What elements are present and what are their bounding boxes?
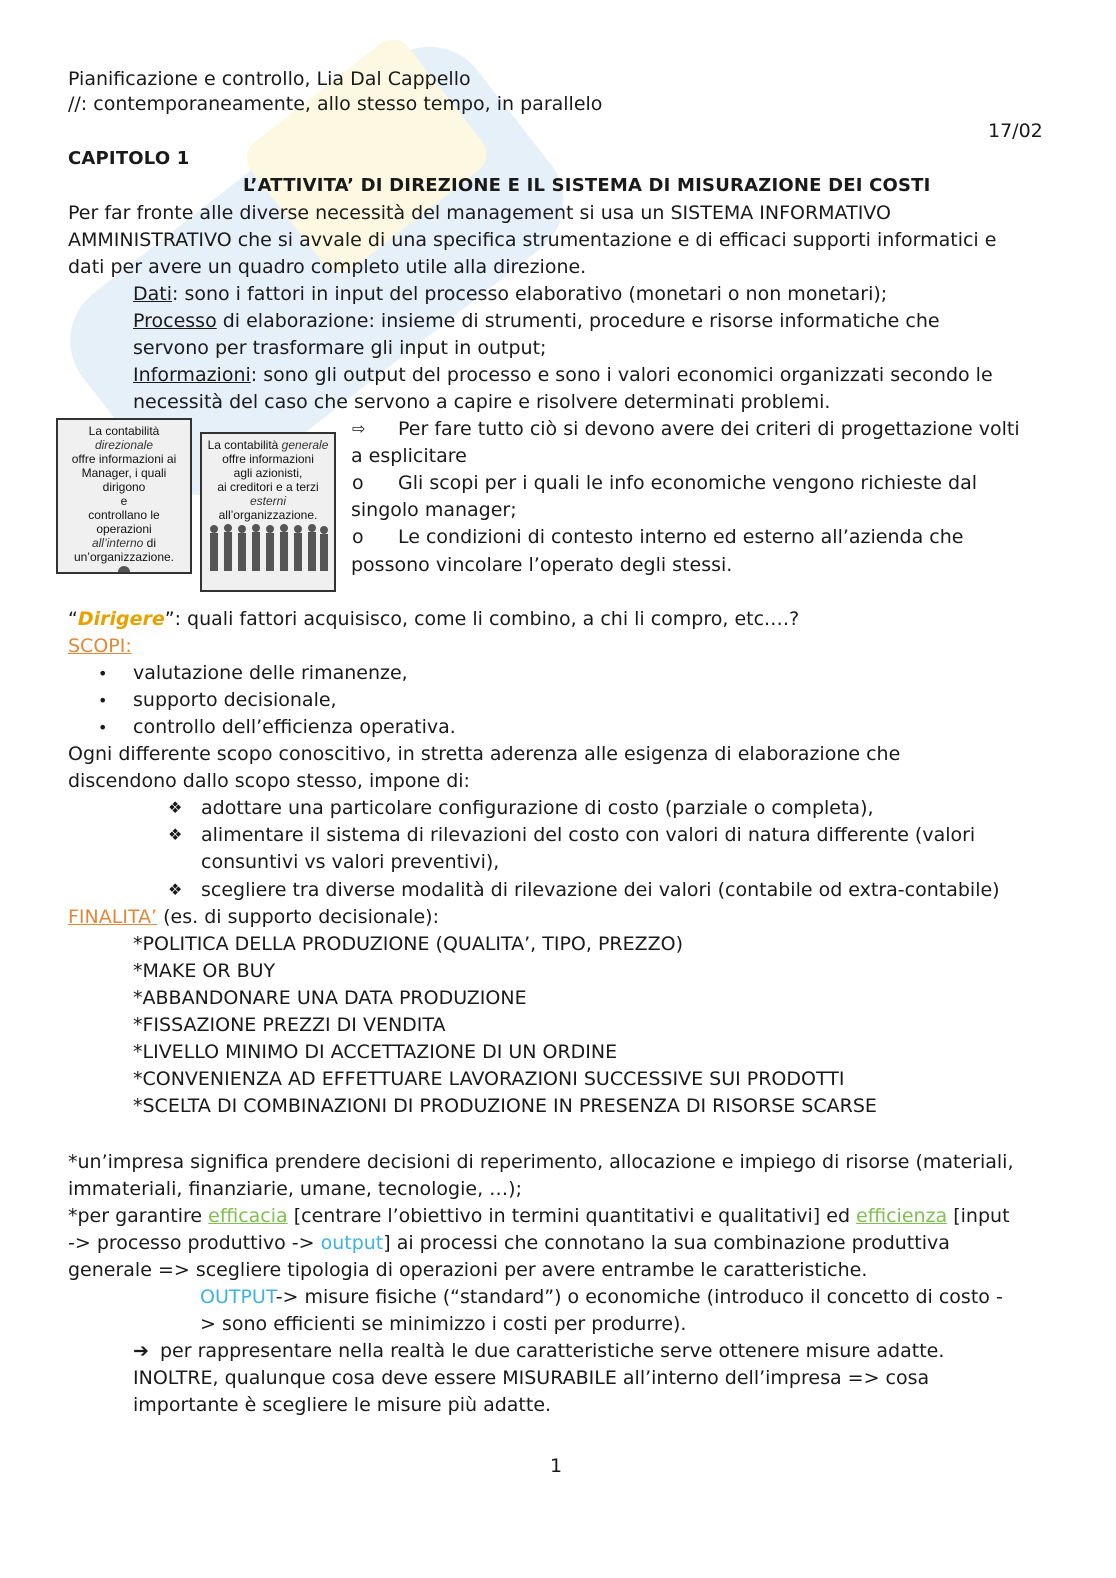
chapter-label: CAPITOLO 1: [68, 148, 190, 169]
output-word: OUTPUT: [200, 1286, 276, 1308]
diamond-bullet-icon: ❖: [168, 825, 183, 844]
ogni-item-2: alimentare il sistema di rilevazioni del costo con valori di natura differente (valori: [201, 824, 976, 846]
impresa-line-2: immateriali, finanziarie, umane, tecnologie, …);: [68, 1178, 522, 1200]
finalita-item: *CONVENIENZA AD EFFETTUARE LAVORAZIONI SUCCESSIVE SUI PRODOTTI: [133, 1068, 845, 1090]
circle-bullet-icon: o: [352, 472, 364, 494]
dirigere-word: Dirigere: [77, 608, 165, 630]
garantire-line-1: *per garantire efficacia [centrare l’obiettivo in termini quantitativi e qualitativi] ed efficienza [input: [68, 1205, 1010, 1227]
criteria-line-1: Per fare tutto ciò si devono avere dei criteri di progettazione volti: [398, 418, 1020, 440]
def-info-term: Informazioni: [133, 364, 251, 386]
ogni-line-1: Ogni differente scopo conoscitivo, in stretta aderenza alle esigenza di elaborazione che: [68, 743, 901, 765]
def-info-text: : sono gli output del processo e sono i valori economici organizzati secondo le: [250, 364, 993, 386]
scopi-label: SCOPI:: [68, 635, 132, 657]
intro-line-2: AMMINISTRATIVO che si avvale di una specifica strumentazione e di efficaci supporti informatici e: [68, 229, 997, 251]
garantire-line-3: generale => scegliere tipologia di operazioni per avere entrambe le caratteristiche.: [68, 1259, 868, 1281]
finalita-item: *POLITICA DELLA PRODUZIONE (QUALITA’, TIPO, PREZZO): [133, 933, 684, 955]
doc-title-line: Pianificazione e controllo, Lia Dal Cappello: [68, 68, 471, 90]
def-dati: [133, 283, 887, 305]
def-processo: [133, 310, 940, 332]
ogni-item-2-cont: consuntivi vs valori preventivi),: [201, 851, 500, 873]
criteria-scopi-line-1: Gli scopi per i quali le info economiche vengono richieste dal: [398, 472, 978, 494]
scopi-item: valutazione delle rimanenze,: [133, 662, 408, 684]
ogni-item-3: scegliere tra diverse modalità di rilevazione dei valori (contabile od extra-contabile): [201, 879, 1000, 901]
date-label: 17/02: [988, 120, 1043, 142]
criteria-scopi-line-2: singolo manager;: [351, 499, 517, 521]
arrow-outline-icon: ⇨: [352, 419, 366, 438]
finalita-item: *FISSAZIONE PREZZI DI VENDITA: [133, 1014, 446, 1036]
arrow-right-icon: ➔: [133, 1340, 149, 1362]
diamond-bullet-icon: ❖: [168, 798, 183, 817]
def-dati-term: Dati: [133, 283, 173, 305]
manager-desk-illustration: [58, 564, 190, 574]
people-group-illustration: [202, 522, 334, 574]
efficienza-term: efficienza: [856, 1205, 948, 1227]
def-informazioni: [133, 364, 993, 386]
arrow-text: per rappresentare nella realtà le due caratteristiche serve ottenere misure adatte.: [160, 1340, 945, 1362]
scopi-item: supporto decisionale,: [133, 689, 337, 711]
image-contabilita-generale: La contabilità generale offre informazioni agli azionisti, ai creditori e a terzi esterni all’organizzazione.: [200, 432, 336, 592]
dirigere-line: “Dirigere”: quali fattori acquisisco, come li combino, a chi li compro, etc.…?: [68, 608, 800, 630]
def-info-cont: necessità del caso che servono a capire e risolvere determinati problemi.: [133, 391, 831, 413]
efficacia-term: efficacia: [208, 1205, 288, 1227]
bullet-icon: •: [98, 691, 108, 710]
bullet-icon: •: [98, 664, 108, 683]
impresa-line-1: *un’impresa significa prendere decisioni di reperimento, allocazione e impiego di risorse (materiali,: [68, 1151, 1014, 1173]
finalita-line: FINALITA’ (es. di supporto decisionale):: [68, 906, 439, 928]
criteria-contesto-line-2: possono vincolare l’operato degli stessi.: [351, 554, 733, 576]
diamond-bullet-icon: ❖: [168, 880, 183, 899]
bullet-icon: •: [98, 718, 108, 737]
criteria-contesto-line-1: Le condizioni di contesto interno ed esterno all’azienda che: [398, 526, 964, 548]
ogni-line-2: discendono dallo scopo stesso, impone di:: [68, 770, 470, 792]
intro-line-1: Per far fronte alle diverse necessità del management si usa un SISTEMA INFORMATIVO: [68, 202, 891, 224]
legend-line: //: contemporaneamente, allo stesso tempo, in parallelo: [68, 93, 603, 115]
scopi-item: controllo dell’efficienza operativa.: [133, 716, 456, 738]
image-contabilita-direzionale: La contabilità direzionale offre informazioni ai Manager, i quali dirigono e controllano le operazioni all’interno di un’organizzazione.: [56, 418, 192, 574]
intro-line-3: dati per avere un quadro completo utile alla direzione.: [68, 256, 587, 278]
finalita-item: *SCELTA DI COMBINAZIONI DI PRODUZIONE IN PRESENZA DI RISORSE SCARSE: [133, 1095, 877, 1117]
page-number: 1: [550, 1455, 563, 1477]
chapter-title: L’ATTIVITA’ DI DIREZIONE E IL SISTEMA DI MISURAZIONE DEI COSTI: [243, 175, 931, 196]
circle-bullet-icon: o: [352, 526, 364, 548]
inoltre-line-2: importante è scegliere le misure più adatte.: [133, 1394, 552, 1416]
output-term: output: [320, 1232, 384, 1254]
output-line-1: OUTPUT-> misure fisiche (“standard”) o economiche (introduco il concetto di costo -: [200, 1286, 1003, 1308]
garantire-line-2: -> processo produttivo -> output] ai processi che connotano la sua combinazione produttiva: [68, 1232, 950, 1254]
finalita-item: *LIVELLO MINIMO DI ACCETTAZIONE DI UN ORDINE: [133, 1041, 618, 1063]
def-processo-term: Processo: [133, 310, 217, 332]
def-dati-text: : sono i fattori in input del processo elaborativo (monetari o non monetari);: [172, 283, 888, 305]
finalita-item: *MAKE OR BUY: [133, 960, 276, 982]
def-processo-cont: servono per trasformare gli input in output;: [133, 337, 547, 359]
output-line-2: > sono efficienti se minimizzo i costi per produrre).: [200, 1313, 687, 1335]
finalita-item: *ABBANDONARE UNA DATA PRODUZIONE: [133, 987, 527, 1009]
def-processo-text: di elaborazione: insieme di strumenti, procedure e risorse informatiche che: [216, 310, 940, 332]
criteria-line-2: a esplicitare: [351, 445, 467, 467]
inoltre-line-1: INOLTRE, qualunque cosa deve essere MISURABILE all’interno dell’impresa => cosa: [133, 1367, 930, 1389]
finalita-label: FINALITA’: [68, 906, 158, 928]
ogni-item-1: adottare una particolare configurazione di costo (parziale o completa),: [201, 797, 874, 819]
